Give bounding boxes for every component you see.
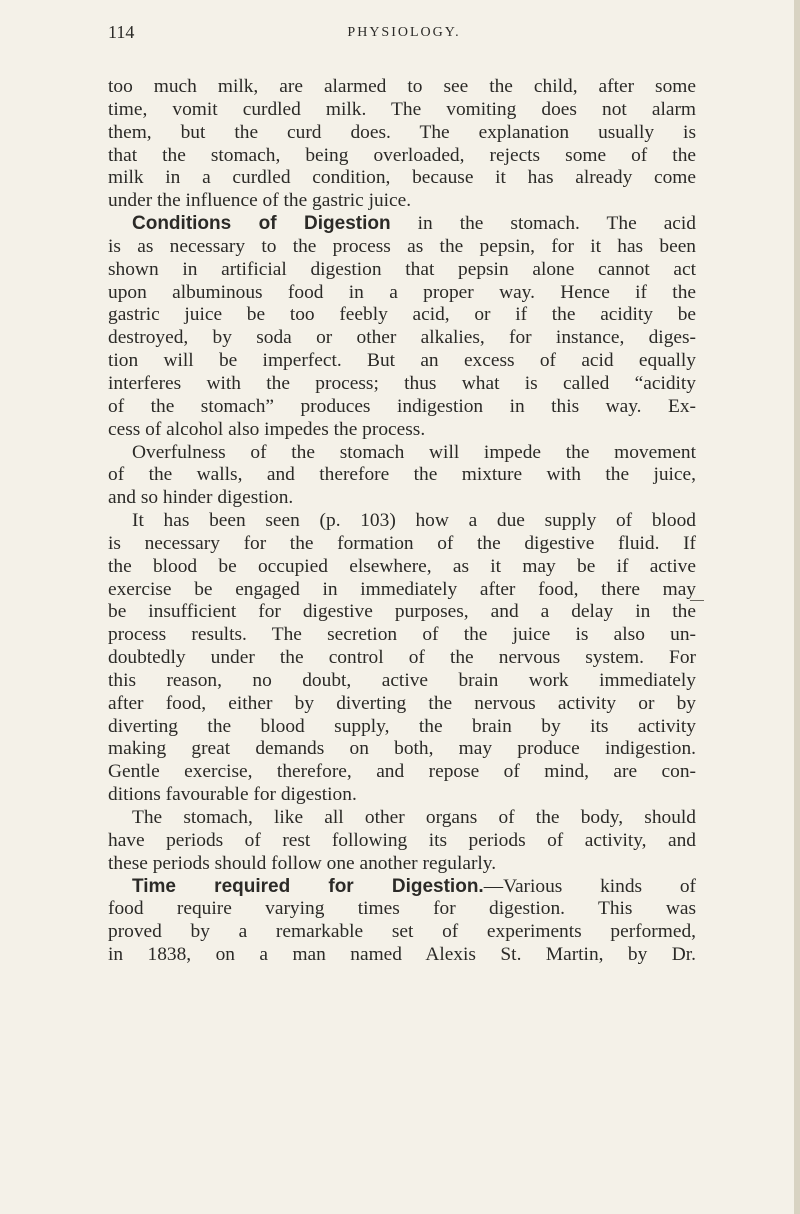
text-run: —Various kinds of bbox=[483, 875, 696, 897]
text-line: making great demands on both, may produce indigestion. bbox=[108, 738, 696, 760]
text-line: these periods should follow one another regularly. bbox=[108, 852, 497, 874]
text-line: doubtedly under the control of the nervous system. For bbox=[108, 647, 696, 669]
text-line: cess of alcohol also impedes the process. bbox=[108, 418, 426, 440]
section-heading-line bbox=[108, 213, 696, 236]
text-line: this reason, no doubt, active brain work immediately bbox=[108, 669, 696, 691]
text-line: destroyed, by soda or other alkalies, for instance, diges- bbox=[108, 327, 696, 349]
text-line: interferes with the process; thus what is called “acidity bbox=[108, 372, 696, 394]
body-text bbox=[108, 76, 696, 967]
text-line: gastric juice be too feebly acid, or if the acidity be bbox=[108, 304, 696, 326]
text-line: food require varying times for digestion. This was bbox=[108, 898, 696, 920]
text-line: in 1838, on a man named Alexis St. Martin, by Dr. bbox=[108, 944, 696, 966]
page-number: 114 bbox=[108, 22, 135, 42]
text-line: Gentle exercise, therefore, and repose of mind, are con- bbox=[108, 761, 696, 783]
text-line: and so hinder digestion. bbox=[108, 487, 294, 509]
text-line: process results. The secretion of the juice is also un- bbox=[108, 624, 696, 646]
text-line: under the influence of the gastric juice. bbox=[108, 190, 412, 212]
text-line: It has been seen (p. 103) how a due supply of blood bbox=[132, 510, 696, 532]
text-line: have periods of rest following its periods of activity, and bbox=[108, 829, 696, 851]
section-heading: Conditions of Digestion bbox=[132, 213, 391, 235]
text-line: the blood be occupied elsewhere, as it may be if active bbox=[108, 555, 696, 577]
text-line: tion will be imperfect. But an excess of acid equally bbox=[108, 350, 696, 372]
text-line: is as necessary to the process as the pepsin, for it has been bbox=[108, 235, 696, 257]
section-heading-line bbox=[108, 876, 696, 899]
page-header bbox=[108, 22, 700, 52]
text-line: shown in artificial digestion that pepsin alone cannot act bbox=[108, 258, 696, 280]
text-line: too much milk, are alarmed to see the child, after some bbox=[108, 76, 696, 97]
text-line: exercise be engaged in immediately after food, there may bbox=[108, 578, 696, 600]
text-line: upon albuminous food in a proper way. Hence if the bbox=[108, 281, 696, 303]
text-run: in the stomach. The acid bbox=[390, 213, 696, 235]
edge-tick bbox=[690, 600, 704, 601]
running-head: PHYSIOLOGY. bbox=[347, 25, 461, 40]
text-line: proved by a remarkable set of experiments performed, bbox=[108, 921, 696, 943]
text-line: time, vomit curdled milk. The vomiting does not alarm bbox=[108, 98, 696, 120]
page-edge-shadow bbox=[794, 0, 800, 1214]
text-line: The stomach, like all other organs of the body, should bbox=[132, 807, 696, 828]
text-line: that the stomach, being overloaded, rejects some of the bbox=[108, 144, 696, 166]
text-line: after food, either by diverting the nervous activity or by bbox=[108, 692, 696, 714]
text-line: Overfulness of the stomach will impede the movement bbox=[132, 441, 696, 463]
text-line: ditions favourable for digestion. bbox=[108, 784, 357, 806]
text-line: diverting the blood supply, the brain by its activity bbox=[108, 715, 696, 737]
text-line: them, but the curd does. The explanation usually is bbox=[108, 121, 696, 143]
text-line: is necessary for the formation of the digestive fluid. If bbox=[108, 532, 696, 554]
text-line: be insufficient for digestive purposes, and a delay in the bbox=[108, 601, 696, 623]
text-line: milk in a curdled condition, because it has already come bbox=[108, 167, 696, 189]
text-line: of the stomach” produces indigestion in this way. Ex- bbox=[108, 395, 696, 417]
section-heading: Time required for Digestion. bbox=[132, 875, 484, 897]
text-line: of the walls, and therefore the mixture with the juice, bbox=[108, 464, 696, 486]
